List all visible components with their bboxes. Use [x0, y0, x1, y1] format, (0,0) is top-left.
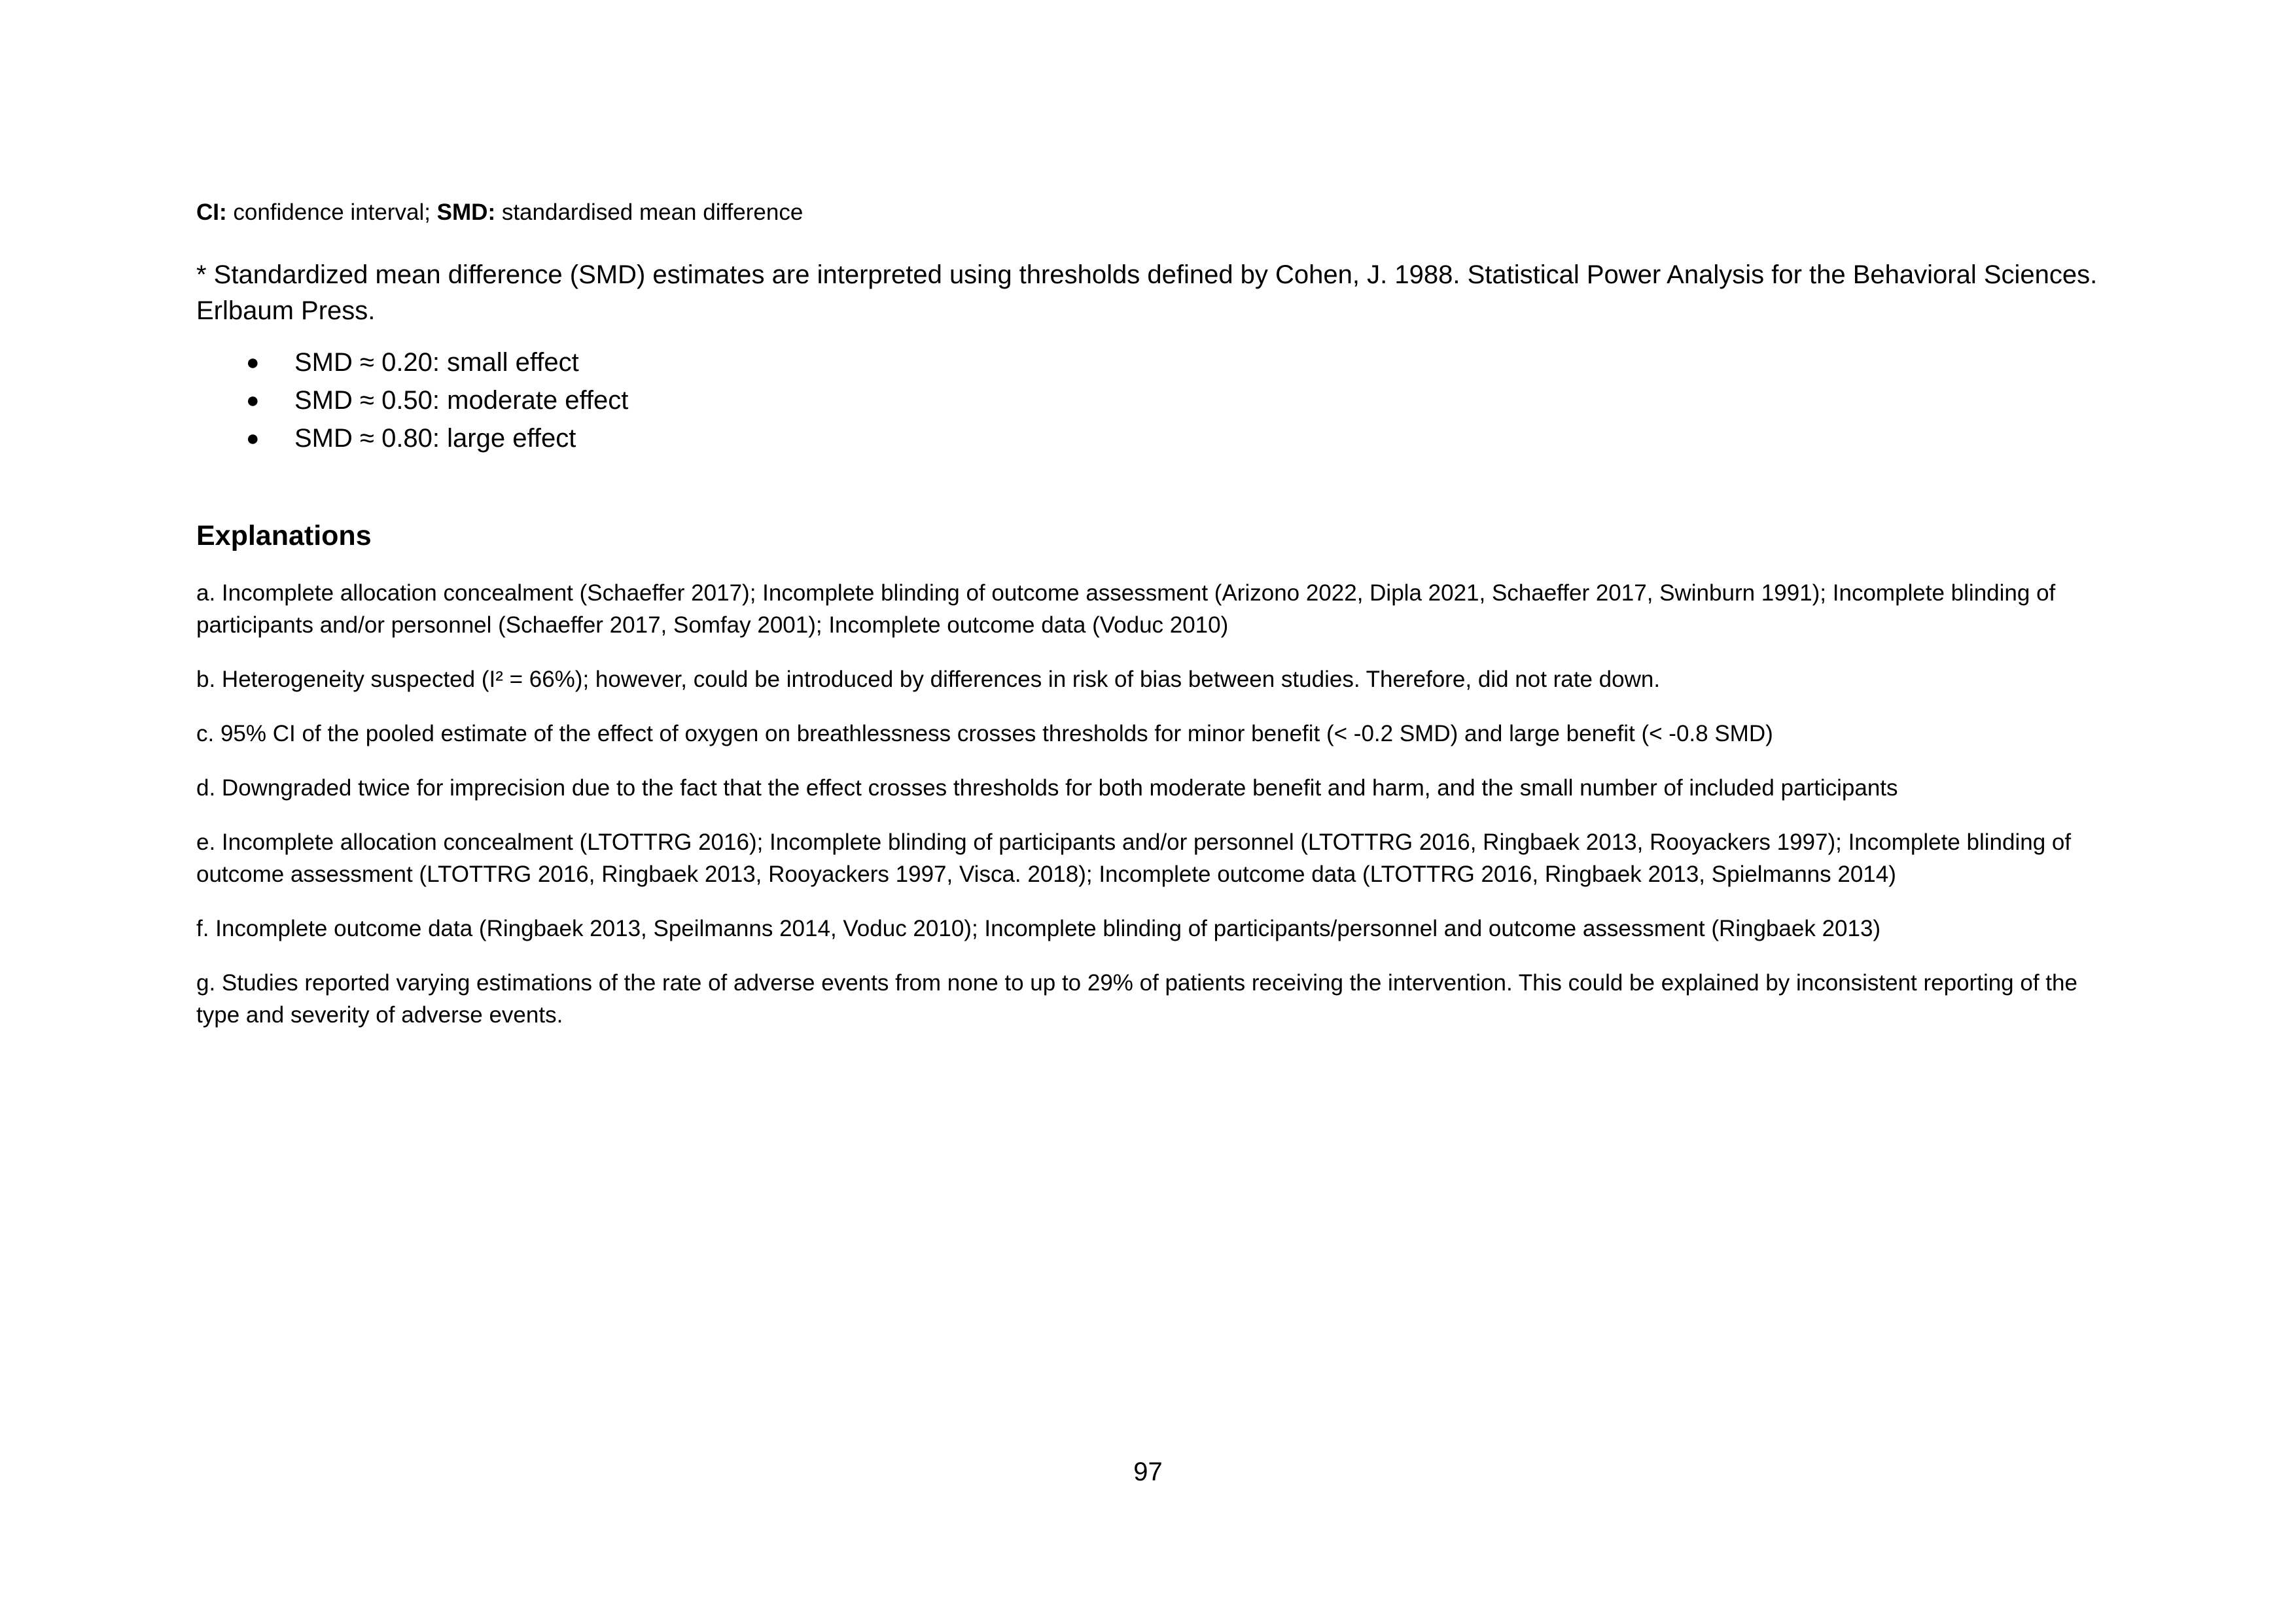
explanation-item: e. Incomplete allocation concealment (LTOTTRG 2016); Incomplete blinding of participants and/or personnel (LTOTTRG 2016, Ringbaek 2013, Rooyackers 1997); Incomplete blinding of outcome assessment (LTOTTRG 2016, Ringbaek 2013, Rooyackers 1997, Visca. 2018); Incomplete outcome data (LTOTTRG 2016, Ringbaek 2013, Spielmanns 2014) — [196, 829, 2072, 887]
smd-interpretation-note: * Standardized mean difference (SMD) estimates are interpreted using thresholds defined by Cohen, J. 1988. Statistical Power Analysis for the Behavioral Sciences. Erlbaum Press. — [196, 260, 2098, 325]
threshold-text: SMD ≈ 0.80: large effect — [294, 424, 576, 453]
smd-abbrev-text: standardised mean difference — [495, 200, 804, 225]
smd-threshold-list — [196, 343, 2107, 457]
list-item — [196, 343, 2107, 381]
abbreviations-line — [196, 196, 2107, 229]
bullet-icon: ● — [246, 350, 260, 375]
smd-abbrev-label: SMD: — [436, 200, 496, 225]
threshold-text: SMD ≈ 0.20: small effect — [294, 348, 579, 377]
explanation-item: d. Downgraded twice for imprecision due to the fact that the effect crosses thresholds for both moderate benefit and harm, and the small number of included participants — [196, 775, 1898, 801]
page-number: 97 — [1133, 1457, 1163, 1486]
explanation-item: c. 95% CI of the pooled estimate of the effect of oxygen on breathlessness crosses thresholds for minor benefit (< -0.2 SMD) and large benefit (< -0.8 SMD) — [196, 721, 1773, 746]
explanation-item: g. Studies reported varying estimations of the rate of adverse events from none to up to 29% of patients receiving the intervention. This could be explained by inconsistent reporting of the type and severity of adverse events. — [196, 970, 2077, 1028]
bullet-icon: ● — [246, 426, 260, 451]
threshold-text: SMD ≈ 0.50: moderate effect — [294, 386, 629, 415]
list-item — [196, 381, 2107, 419]
explanations-list — [196, 577, 2107, 1031]
bullet-icon: ● — [246, 388, 260, 413]
explanations-heading: Explanations — [196, 520, 372, 551]
list-item — [196, 419, 2107, 457]
document-page — [196, 196, 2107, 1053]
explanation-item: b. Heterogeneity suspected (I² = 66%); however, could be introduced by differences in risk of bias between studies. Therefore, did not rate down. — [196, 667, 1661, 692]
explanation-item: f. Incomplete outcome data (Ringbaek 2013, Speilmanns 2014, Voduc 2010); Incomplete blinding of participants/personnel and outcome assessment (Ringbaek 2013) — [196, 916, 1881, 941]
ci-abbrev-label: CI: — [196, 200, 227, 225]
explanation-item: a. Incomplete allocation concealment (Schaeffer 2017); Incomplete blinding of outcome assessment (Arizono 2022, Dipla 2021, Schaeffer 2017, Swinburn 1991); Incomplete blinding of participants and/or personnel (Schaeffer 2017, Somfay 2001); Incomplete outcome data (Voduc 2010) — [196, 580, 2056, 638]
ci-abbrev-text: confidence interval; — [226, 200, 437, 225]
